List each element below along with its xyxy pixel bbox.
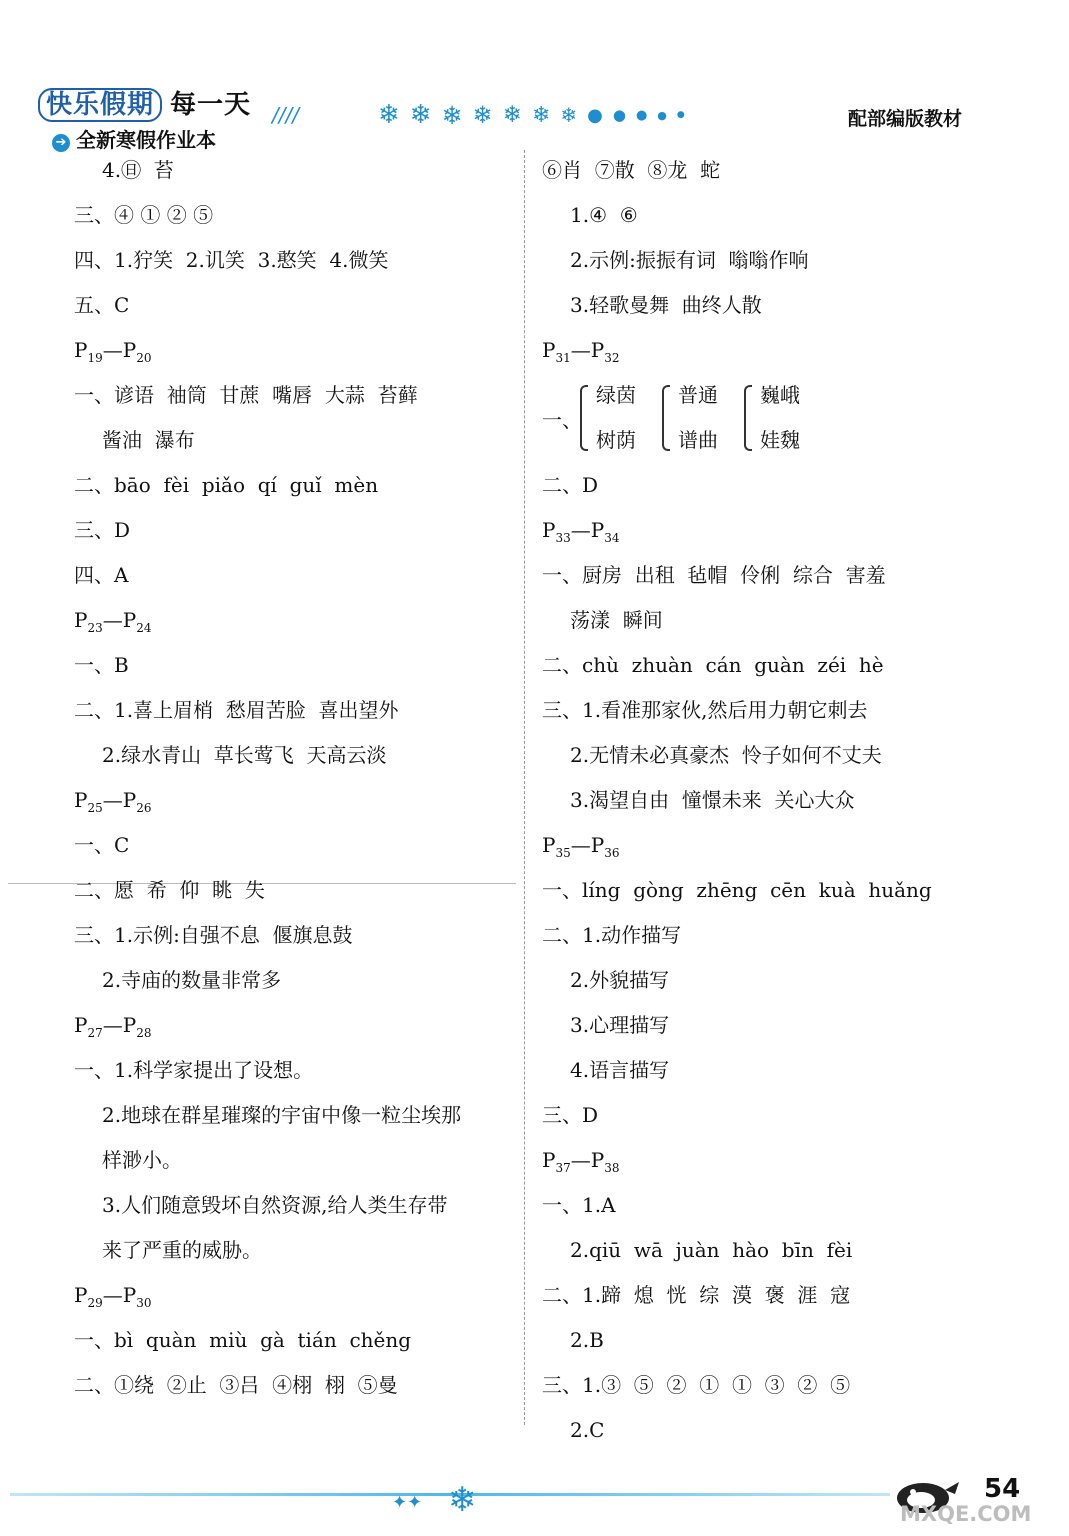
- answer-line: 二、D: [542, 473, 599, 497]
- dot-icon: ●: [587, 104, 603, 126]
- answer-line: 酱油 瀑布: [102, 428, 195, 452]
- snowflake-icon: ❄: [472, 101, 493, 129]
- answer-line: 四、1.狞笑 2.讥笑 3.憨笑 4.微笑: [74, 248, 389, 272]
- decorative-slashes: ////: [272, 103, 299, 127]
- answer-line: 三、D: [542, 1103, 599, 1127]
- snowflake-row: [378, 100, 695, 130]
- snowflake-icon: ❄: [441, 100, 463, 130]
- answer-line: 二、1.喜上眉梢 愁眉苦脸 喜出望外: [74, 698, 399, 722]
- left-answer-column: [74, 148, 554, 1408]
- right-top-block: [542, 148, 1012, 373]
- page-number: 54: [984, 1474, 1021, 1504]
- answer-line: 四、A: [74, 563, 129, 587]
- answer-line: 三、1.③ ⑤ ② ① ① ③ ② ⑤: [542, 1373, 851, 1397]
- bracket-group: [662, 373, 718, 463]
- answer-line: 一、谚语 袖筒 甘蔗 嘴唇 大蒜 苔藓: [74, 383, 418, 407]
- brace-icon: [580, 385, 588, 451]
- page-range: $P_{19}—P_{20}$: [74, 338, 152, 365]
- answer-line: 三、D: [74, 518, 131, 542]
- page-header: [0, 0, 1069, 160]
- brand-title: [38, 84, 251, 121]
- dot-icon: ●: [612, 106, 626, 124]
- answer-line: 2.外貌描写: [570, 968, 670, 992]
- answer-line: 一、1.科学家提出了设想。: [74, 1058, 314, 1082]
- bracket-word: 普通: [678, 383, 718, 407]
- bracket-group: [580, 373, 636, 463]
- page-range: $P_{31}—P_{32}$: [542, 338, 620, 365]
- bracket-group: [744, 373, 800, 463]
- answer-line: 4.㊐ 苔: [102, 158, 174, 182]
- bracket-words: [760, 373, 800, 463]
- bracket-word: 巍峨: [760, 383, 800, 407]
- page-range: $P_{35}—P_{36}$: [542, 833, 620, 860]
- dot-icon: ●: [676, 110, 685, 120]
- answer-line: 一、B: [74, 653, 129, 677]
- answer-line: 一、厨房 出租 毡帽 伶俐 综合 害羞: [542, 563, 886, 587]
- answer-line: 三、1.示例:自强不息 偃旗息鼓: [74, 923, 353, 947]
- answer-line: 2.地球在群星璀璨的宇宙中像一粒尘埃那: [102, 1103, 462, 1127]
- answer-line: 一、bì quàn miù gà tián chěng: [74, 1328, 412, 1352]
- watermark: MXQE.COM: [900, 1502, 1032, 1526]
- answer-line: 3.人们随意毁坏自然资源,给人类生存带: [102, 1193, 448, 1217]
- answer-line: 2.绿水青山 草长莺飞 天高云淡: [102, 743, 387, 767]
- answer-line: 来了严重的威胁。: [102, 1238, 262, 1262]
- bracket-word: 谱曲: [678, 428, 718, 452]
- answer-line: 3.心理描写: [570, 1013, 670, 1037]
- dot-icon: ●: [657, 108, 667, 122]
- bracket-words: [678, 373, 718, 463]
- arrow-icon: ➔: [52, 134, 70, 152]
- answer-line: 二、愿 希 仰 眺 失: [74, 878, 265, 902]
- brace-icon: [662, 385, 670, 451]
- page-range: $P_{23}—P_{24}$: [74, 608, 152, 635]
- page-range: $P_{29}—P_{30}$: [74, 1283, 152, 1310]
- page-range: $P_{37}—P_{38}$: [542, 1148, 620, 1175]
- brand-plain: 每一天: [170, 90, 252, 120]
- bracket-words: [596, 373, 636, 463]
- answer-line: 2.B: [570, 1328, 604, 1352]
- answer-line: 3.渴望自由 憧憬未来 关心大众: [570, 788, 855, 812]
- answer-line: 二、bāo fèi piǎo qí guǐ mèn: [74, 473, 379, 497]
- snowflake-icon: ❄: [560, 103, 578, 127]
- answer-line: 2.寺庙的数量非常多: [102, 968, 282, 992]
- bracket-answer: [542, 373, 1012, 463]
- bracket-word: 树荫: [596, 428, 636, 452]
- answer-line: ⑥肖 ⑦散 ⑧龙 蛇: [542, 158, 721, 182]
- right-answer-column: [542, 148, 1012, 1453]
- answer-line: 4.语言描写: [570, 1058, 670, 1082]
- page-range: $P_{33}—P_{34}$: [542, 518, 620, 545]
- answer-line: 样渺小。: [102, 1148, 182, 1172]
- right-bottom-block: [542, 463, 1012, 1453]
- answer-line: 五、C: [74, 293, 130, 317]
- answer-line: 二、1.动作描写: [542, 923, 682, 947]
- page-range: $P_{25}—P_{26}$: [74, 788, 152, 815]
- snowflake-icon: ❄: [448, 1480, 477, 1520]
- answer-line: 2.C: [570, 1418, 605, 1442]
- edition-label: 配部编版教材: [848, 108, 963, 130]
- answer-line: 1.④ ⑥: [570, 203, 638, 227]
- snowflake-icon: ❄: [409, 100, 432, 130]
- answer-line: 2.示例:振振有词 嗡嗡作响: [570, 248, 809, 272]
- answer-line: 三、1.看准那家伙,然后用力朝它刺去: [542, 698, 868, 722]
- page-range: $P_{27}—P_{28}$: [74, 1013, 152, 1040]
- bracket-label: 一、: [542, 407, 582, 432]
- answer-line: 2.qiū wā juàn hào bīn fèi: [570, 1238, 853, 1262]
- bracket-word: 绿茵: [596, 383, 636, 407]
- snowflake-icon: ❄: [502, 102, 522, 128]
- snowflake-icon: ❄: [531, 102, 551, 128]
- answer-line: 2.无情未必真豪杰 怜子如何不丈夫: [570, 743, 882, 767]
- bracket-word: 娃魏: [760, 428, 800, 452]
- dot-icon: ●: [635, 107, 648, 123]
- snowflake-icon: ❄: [378, 100, 400, 130]
- brace-icon: [744, 385, 752, 451]
- answer-line: 二、1.蹄 熄 恍 综 漠 褒 涯 寇: [542, 1283, 851, 1307]
- answer-line: 二、chù zhuàn cán guàn zéi hè: [542, 653, 884, 677]
- answer-line: 一、líng gòng zhēng cēn kuà huǎng: [542, 878, 932, 902]
- brand-highlight: 快乐假期: [38, 88, 162, 122]
- subtitle-text: 全新寒假作业本: [76, 128, 216, 152]
- answer-line: 荡漾 瞬间: [570, 608, 663, 632]
- sparkle-icon: ✦✦: [392, 1492, 423, 1513]
- answer-line: 一、1.A: [542, 1193, 616, 1217]
- answer-line: 一、C: [74, 833, 130, 857]
- answer-line: 三、④ ① ② ⑤: [74, 203, 214, 227]
- answer-line: 3.轻歌曼舞 曲终人散: [570, 293, 762, 317]
- answer-line: 二、①绕 ②止 ③吕 ④栩 栩 ⑤曼: [74, 1373, 398, 1397]
